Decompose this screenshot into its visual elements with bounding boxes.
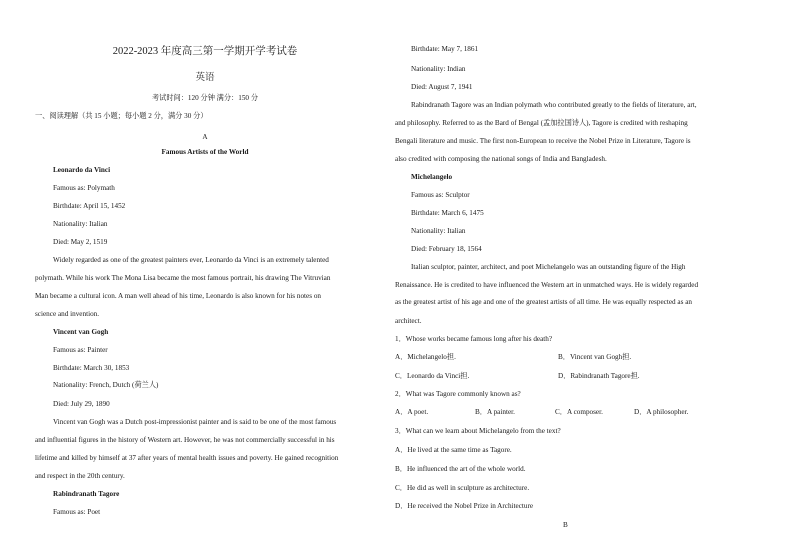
artist-name-michelangelo: Michelangelo xyxy=(411,173,453,181)
question-1-option-a: A．Michelangelo担. xyxy=(395,353,456,361)
question-1-option-b: B．Vincent van Gogh担. xyxy=(558,353,632,361)
tagore-bio-line: Bengali literature and music. The first non-European to receive the Nobel Prize in Literature, Tagore is xyxy=(395,137,691,145)
davinci-bio-line: science and invention. xyxy=(35,310,100,318)
question-3-option-d: D．He received the Nobel Prize in Architecture xyxy=(395,502,534,510)
passage-letter: A xyxy=(202,133,208,141)
question-2-option-a: A．A poet. xyxy=(395,408,429,416)
vangogh-bio-line: lifetime and killed by himself at 37 after years of mental health issues and poverty. He gained recognition xyxy=(35,454,339,462)
question-3-option-c: C．He did as well in sculpture as architecture. xyxy=(395,484,530,492)
question-2-option-d: D．A philosopher. xyxy=(634,408,689,416)
question-3-option-b: B．He influenced the art of the whole world. xyxy=(395,465,526,473)
vangogh-bio-line: and influential figures in the history of Western art. However, he was not commercially successful in his xyxy=(35,436,335,444)
vangogh-birthdate: Birthdate: March 30, 1853 xyxy=(53,364,130,372)
tagore-nationality: Nationality: Indian xyxy=(411,65,466,73)
next-passage-letter: B xyxy=(563,521,568,529)
exam-info: 考试时间：120 分钟 满分：150 分 xyxy=(151,94,259,102)
vangogh-bio-line: Vincent van Gogh was a Dutch post-impressionist painter and is said to be one of the most famous xyxy=(53,418,337,426)
question-1-option-d: D．Rabindranath Tagore担. xyxy=(558,372,640,380)
exam-title: 2022-2023 年度高三第一学期开学考试卷 xyxy=(112,46,298,57)
artist-name-vangogh: Vincent van Gogh xyxy=(53,328,109,336)
michelangelo-nationality: Nationality: Italian xyxy=(411,227,466,235)
davinci-bio-line: polymath. While his work The Mona Lisa became the most famous portrait, his drawing The Vitruvian xyxy=(35,274,331,282)
michelangelo-birthdate: Birthdate: March 6, 1475 xyxy=(411,209,484,217)
davinci-died: Died: May 2, 1519 xyxy=(53,238,108,246)
question-3-stem: 3．What can we learn about Michelangelo from the text? xyxy=(395,427,561,435)
michelangelo-died: Died: February 18, 1564 xyxy=(411,245,482,253)
question-3-option-a: A．He lived at the same time as Tagore. xyxy=(395,446,512,454)
vangogh-nationality: Nationality: French, Dutch (荷兰人) xyxy=(53,381,159,389)
tagore-bio-line: and philosophy. Referred to as the Bard of Bengal (孟加拉国诗人), Tagore is credited with reshaping xyxy=(395,119,688,127)
tagore-bio-line: also credited with composing the national songs of India and Bangladesh. xyxy=(395,155,607,163)
tagore-famous-as: Famous as: Poet xyxy=(53,508,101,516)
subject-title: 英语 xyxy=(195,73,215,83)
tagore-birthdate: Birthdate: May 7, 1861 xyxy=(411,45,479,53)
michelangelo-famous-as: Famous as: Sculptor xyxy=(411,191,470,199)
question-2-stem: 2．What was Tagore commonly known as? xyxy=(395,390,521,398)
question-1-option-c: C．Leonardo da Vinci担. xyxy=(395,372,470,380)
question-1-stem: 1．Whose works became famous long after his death? xyxy=(395,335,553,343)
michelangelo-bio-line: as the greatest artist of his age and one of the greatest artists of all time. He was equally respected as an xyxy=(395,298,692,306)
passage-title: Famous Artists of the World xyxy=(161,148,249,156)
vangogh-died: Died: July 29, 1890 xyxy=(53,400,110,408)
davinci-famous-as: Famous as: Polymath xyxy=(53,184,115,192)
davinci-bio-line: Widely regarded as one of the greatest painters ever, Leonardo da Vinci is an extremely talented xyxy=(53,256,329,264)
tagore-bio-line: Rabindranath Tagore was an Indian polymath who contributed greatly to the fields of literature, art, xyxy=(411,101,697,109)
section-heading: 一、阅读理解（共 15 小题；每小题 2 分，满分 30 分） xyxy=(35,112,208,120)
artist-name-tagore: Rabindranath Tagore xyxy=(53,490,120,498)
davinci-nationality: Nationality: Italian xyxy=(53,220,108,228)
vangogh-famous-as: Famous as: Painter xyxy=(53,346,108,354)
artist-name-davinci: Leonardo da Vinci xyxy=(53,166,111,174)
question-2-option-c: C．A composer. xyxy=(555,408,603,416)
right-column xyxy=(397,0,794,560)
michelangelo-bio-line: Italian sculptor, painter, architect, and poet Michelangelo was an outstanding figure of the High xyxy=(411,263,686,271)
michelangelo-bio-line: Renaissance. He is credited to have influenced the Western art in unmatched ways. He is widely regarded xyxy=(395,281,699,289)
michelangelo-bio-line: architect. xyxy=(395,317,422,325)
tagore-died: Died: August 7, 1941 xyxy=(411,83,473,91)
davinci-bio-line: Man became a cultural icon. A man well ahead of his time, Leonardo is also known for his notes on xyxy=(35,292,322,300)
question-2-option-b: B．A painter. xyxy=(475,408,515,416)
vangogh-bio-line: and respect in the 20th century. xyxy=(35,472,125,480)
davinci-birthdate: Birthdate: April 15, 1452 xyxy=(53,202,126,210)
